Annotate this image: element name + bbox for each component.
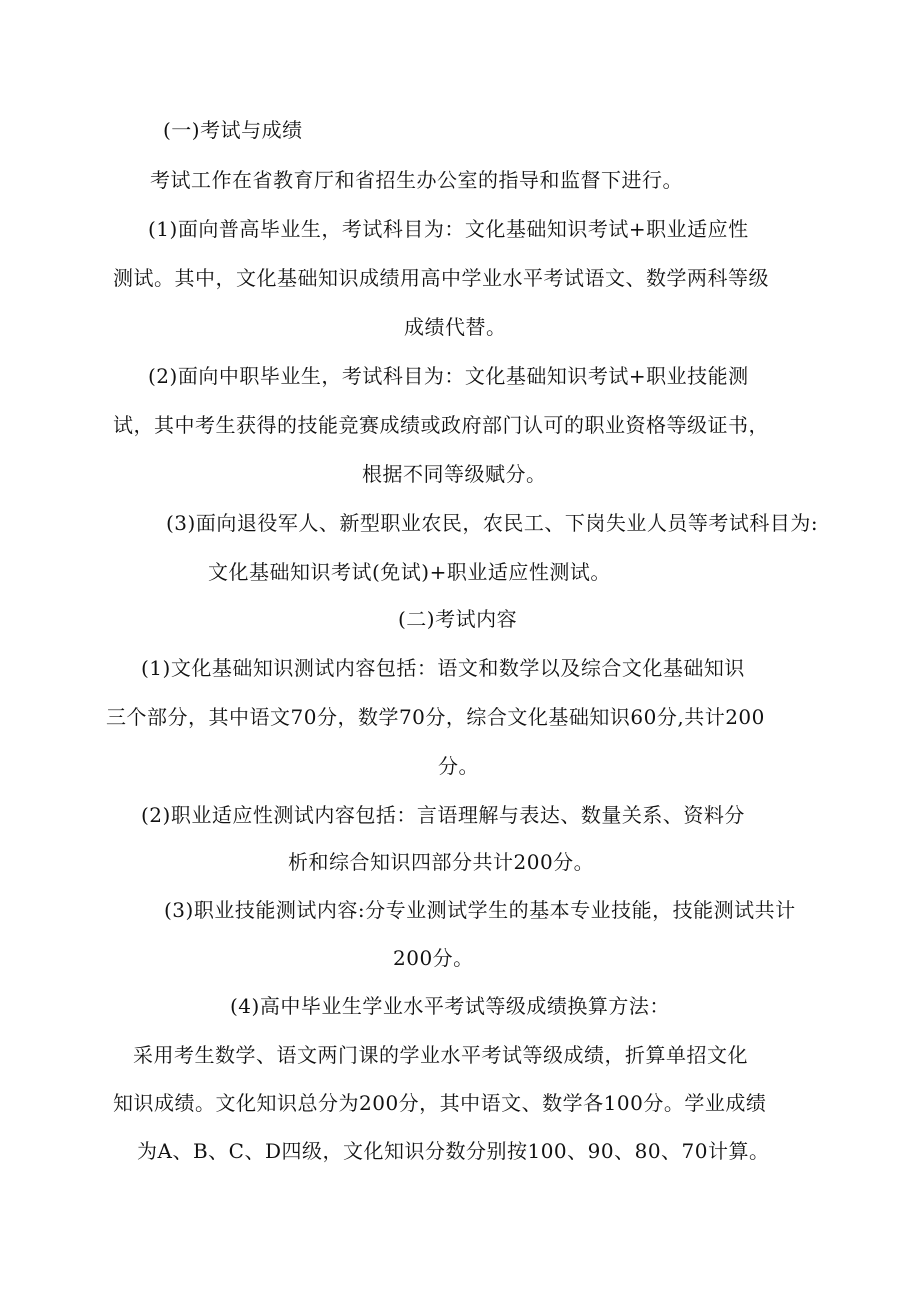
- paragraph-line: 200分。: [393, 946, 474, 970]
- paragraph-line: 试，其中考生获得的技能竞赛成绩或政府部门认可的职业资格等级证书，: [113, 413, 769, 437]
- paragraph-line: 分。: [438, 754, 479, 778]
- paragraph-line: 知识成绩。文化知识总分为200分，其中语文、数学各100分。学业成绩: [113, 1091, 767, 1115]
- paragraph-line: (3)面向退役军人、新型职业农民，农民工、下岗失业人员等考试科目为:: [166, 511, 819, 535]
- paragraph-line: (3)职业技能测试内容:分专业测试学生的基本专业技能，技能测试共计: [164, 898, 796, 922]
- paragraph-line: 文化基础知识考试(免试)+职业适应性测试。: [208, 560, 611, 584]
- paragraph-line: 为A、B、C、D四级，文化知识分数分别按100、90、80、70计算。: [137, 1139, 770, 1163]
- paragraph-line: (4)高中毕业生学业水平考试等级成绩换算方法：: [230, 994, 670, 1018]
- paragraph-line: (1)文化基础知识测试内容包括：语文和数学以及综合文化基础知识: [141, 656, 745, 680]
- paragraph-line: 测试。其中，文化基础知识成绩用高中学业水平考试语文、数学两科等级: [113, 266, 769, 290]
- paragraph-line: (2)面向中职毕业生，考试科目为：文化基础知识考试+职业技能测: [148, 364, 749, 388]
- paragraph-line: (2)职业适应性测试内容包括：言语理解与表达、数量关系、资料分: [141, 803, 745, 827]
- paragraph-line: 成绩代替。: [404, 315, 507, 339]
- section-heading-exam-and-score: (一)考试与成绩: [163, 118, 303, 142]
- paragraph-line: 采用考生数学、语文两门课的学业水平考试等级成绩，折算单招文化: [133, 1043, 748, 1067]
- paragraph-line: 根据不同等级赋分。: [362, 462, 547, 486]
- paragraph-line: 考试工作在省教育厅和省招生办公室的指导和监督下进行。: [150, 168, 683, 192]
- paragraph-line: 析和综合知识四部分共计200分。: [288, 850, 595, 874]
- paragraph-line: (1)面向普高毕业生，考试科目为：文化基础知识考试+职业适应性: [148, 217, 749, 241]
- section-heading-exam-content: (二)考试内容: [398, 607, 518, 631]
- paragraph-line: 三个部分，其中语文70分，数学70分，综合文化基础知识60分,共计200: [106, 705, 765, 729]
